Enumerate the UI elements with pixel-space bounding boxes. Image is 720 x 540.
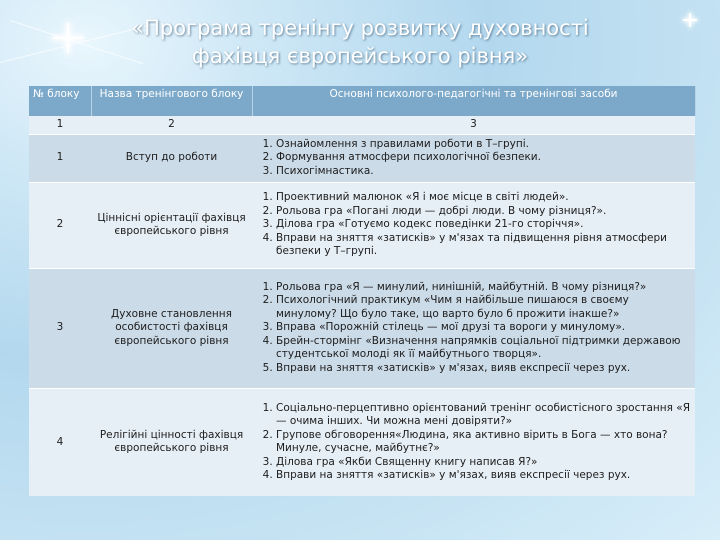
list-item: 2. Групове обговорення«Людина, яка активно вірить в Бога — хто вона? Минуле, сучасне, майбутнє?» — [276, 429, 691, 456]
block-methods — [252, 388, 695, 496]
list-item: 4. Вправи на зняття «затисків» у м'язах, вияв експресії через рух. — [276, 469, 691, 483]
slide-title-line-2: фахівця європейського рівня» — [191, 44, 529, 68]
column-number: 3 — [252, 116, 695, 134]
block-number: 2 — [29, 182, 91, 268]
block-number: 4 — [29, 388, 91, 496]
list-item: 1. Рольова гра «Я — минулий, нинішній, майбутній. В чому різниця?» — [276, 281, 691, 295]
list-item: 4. Вправи на зняття «затисків» у м'язах та підвищення рівня атмосфери безпеки у Т–групі. — [276, 232, 691, 259]
block-number: 1 — [29, 134, 91, 182]
list-item: 3. Вправа «Порожній стілець — мої друзі та вороги у минулому». — [276, 321, 691, 335]
column-numbering-row — [29, 116, 695, 134]
table-row — [29, 388, 695, 496]
block-methods — [252, 182, 695, 268]
list-item: 1. Соціально-перцептивно орієнтований тренінг особистісного зростання «Я — очима інших. Чи можна мені довіряти?» — [276, 402, 691, 429]
list-item: 3. Психогімнастика. — [276, 165, 691, 179]
block-methods — [252, 268, 695, 388]
block-name: Ціннісні орієнтації фахівця європейського рівня — [91, 182, 252, 268]
header-methods: Основні психолого-педагогічні та тренінгові засоби — [252, 86, 695, 116]
list-item: 2. Формування атмосфери психологічної безпеки. — [276, 151, 691, 165]
header-block-name: Назва тренінгового блоку — [91, 86, 252, 116]
list-item: 1. Проективний малюнок «Я і моє місце в світі людей». — [276, 191, 691, 205]
table-row — [29, 134, 695, 182]
list-item: 3. Ділова гра «Готуємо кодекс поведінки 21-го сторіччя». — [276, 218, 691, 232]
list-item: 4. Брейн-стормінг «Визначення напрямків соціальної підтримки державою студентської молоді як її майбутнього творця». — [276, 335, 691, 362]
training-program-table — [29, 86, 696, 496]
list-item: 3. Ділова гра «Якби Священну книгу написав Я?» — [276, 456, 691, 470]
block-number: 3 — [29, 268, 91, 388]
block-name: Вступ до роботи — [91, 134, 252, 182]
block-methods — [252, 134, 695, 182]
table-row — [29, 268, 695, 388]
header-block-number: № блоку — [29, 86, 91, 116]
list-item: 5. Вправи на зняття «затисків» у м'язах, вияв експресії через рух. — [276, 362, 691, 376]
block-name: Релігійні цінності фахівця європейського рівня — [91, 388, 252, 496]
list-item: 2. Психологічний практикум «Чим я найбільше пишаюся в своєму минулому? Що було таке, що варто було б прожити інакше?» — [276, 294, 691, 321]
list-item: 1. Ознайомлення з правилами роботи в Т–групі. — [276, 138, 691, 152]
list-item: 2. Рольова гра «Погані люди — добрі люди. В чому різниця?». — [276, 205, 691, 219]
slide-title-line-1: «Програма тренінгу розвитку духовності — [131, 16, 589, 40]
column-number: 2 — [91, 116, 252, 134]
table-row — [29, 182, 695, 268]
column-number: 1 — [29, 116, 91, 134]
block-name: Духовне становлення особистості фахівця європейського рівня — [91, 268, 252, 388]
table-header-row — [29, 86, 695, 116]
